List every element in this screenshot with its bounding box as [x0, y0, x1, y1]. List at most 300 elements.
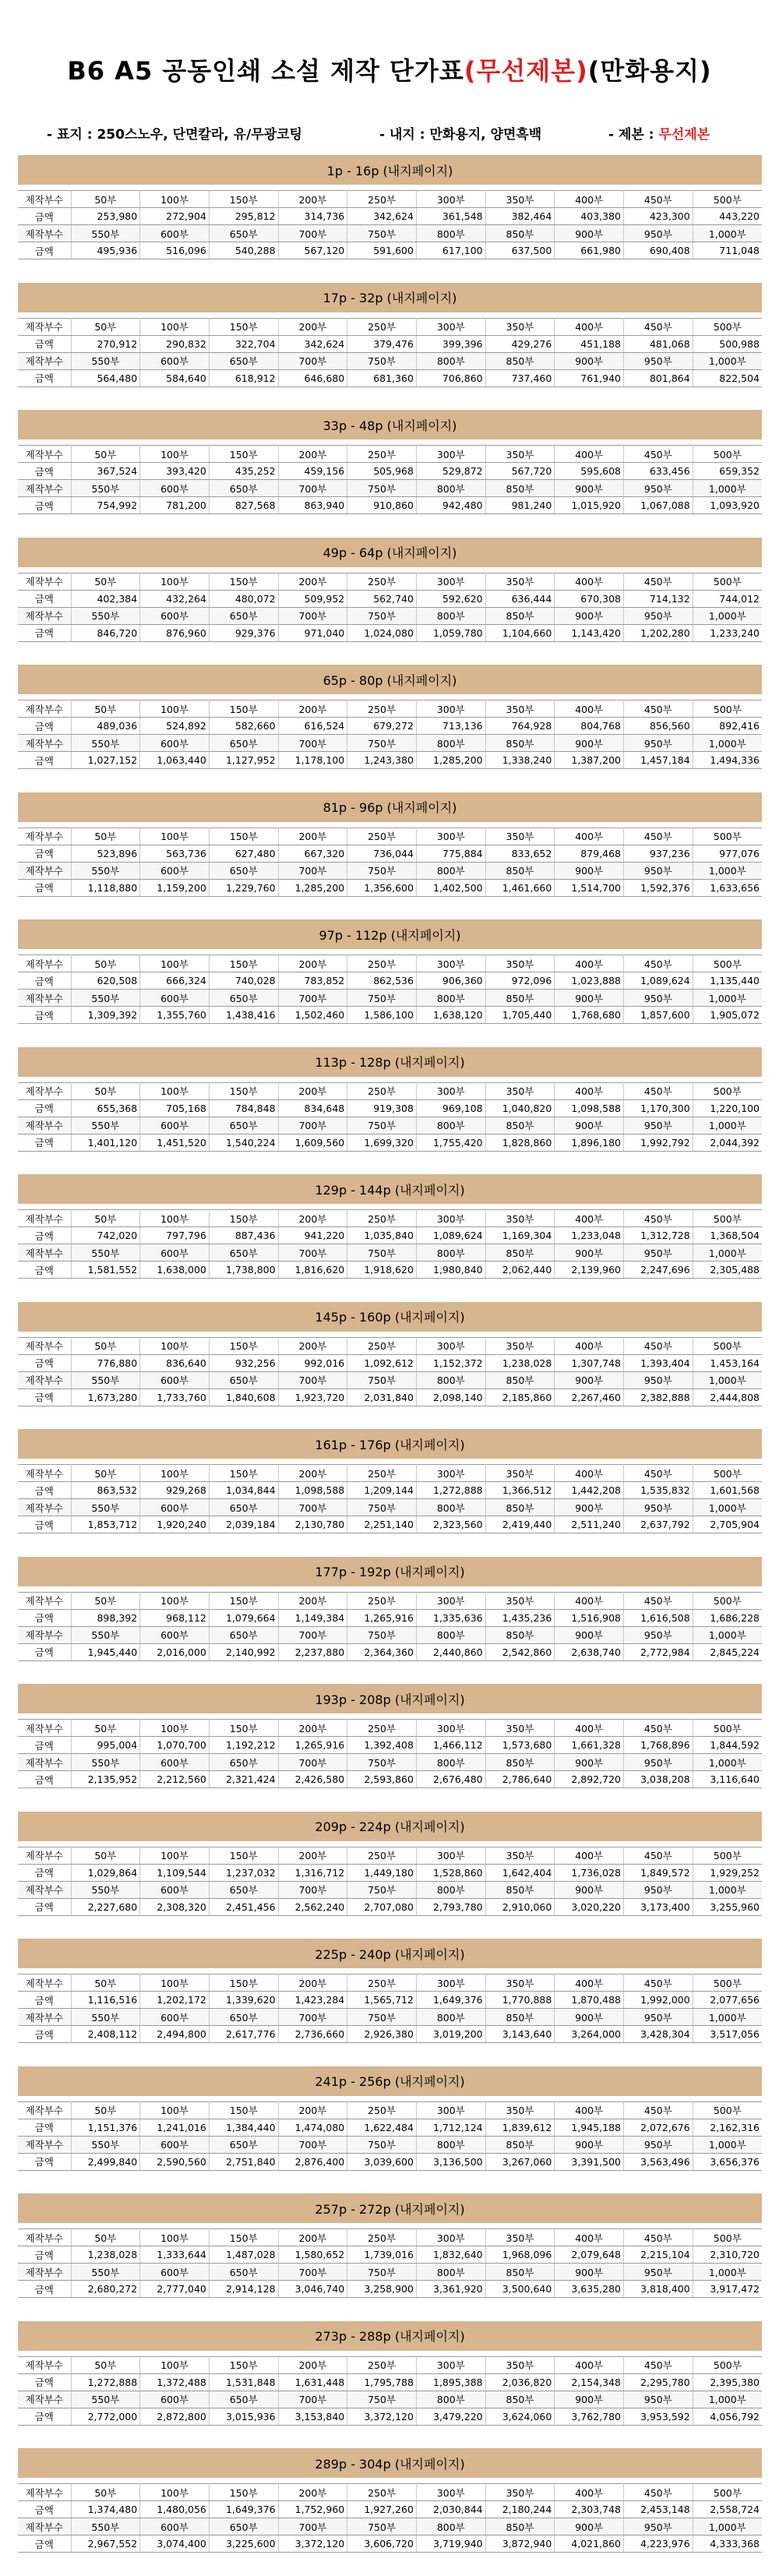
price-cell: 3,372,120 [278, 2535, 347, 2553]
price-cell: 2,408,112 [71, 2026, 140, 2043]
qty-cell: 200부 [278, 1720, 347, 1737]
qty-cell: 700부 [278, 352, 347, 369]
row-label: 금액 [18, 1609, 71, 1626]
price-cell: 3,719,940 [416, 2535, 485, 2553]
price-cell: 3,953,592 [624, 2408, 693, 2425]
qty-cell: 200부 [278, 827, 347, 845]
row-label: 금액 [18, 2408, 71, 2425]
qty-cell: 300부 [416, 1720, 485, 1737]
qty-cell: 350부 [485, 1210, 555, 1227]
qty-cell: 100부 [140, 827, 210, 845]
row-label: 금액 [18, 2535, 71, 2553]
qty-cell: 300부 [416, 2484, 485, 2501]
qty-cell: 700부 [278, 1499, 347, 1516]
price-cell: 399,396 [416, 335, 485, 352]
qty-cell: 450부 [624, 1974, 693, 1992]
price-cell: 679,272 [347, 718, 417, 735]
price-cell: 481,068 [624, 335, 693, 352]
price-cell: 617,100 [416, 242, 485, 259]
qty-cell: 200부 [278, 2484, 347, 2501]
price-cell: 1,307,748 [555, 1354, 624, 1371]
price-cell: 863,532 [71, 1482, 140, 1499]
qty-cell: 300부 [416, 1847, 485, 1864]
qty-cell: 750부 [347, 225, 417, 242]
table-row [18, 752, 762, 769]
qty-cell: 900부 [555, 862, 624, 879]
price-cell: 382,464 [485, 208, 555, 225]
qty-cell: 150부 [209, 1337, 278, 1354]
qty-cell: 750부 [347, 1499, 417, 1516]
row-label: 제작부수 [18, 700, 71, 718]
qty-cell: 800부 [416, 1754, 485, 1771]
qty-cell: 50부 [71, 2356, 140, 2373]
qty-cell: 400부 [555, 1082, 624, 1099]
qty-cell: 1,000부 [693, 480, 762, 497]
price-cell: 295,812 [209, 208, 278, 225]
qty-cell: 850부 [485, 352, 555, 369]
qty-cell: 300부 [416, 1082, 485, 1099]
qty-cell: 250부 [347, 446, 417, 463]
price-cell: 742,020 [71, 1227, 140, 1244]
qty-cell: 650부 [209, 735, 278, 752]
qty-cell: 100부 [140, 2356, 210, 2373]
row-label: 금액 [18, 1643, 71, 1660]
price-cell: 1,093,920 [693, 497, 762, 514]
qty-cell: 100부 [140, 318, 210, 335]
price-cell: 1,393,404 [624, 1354, 693, 1371]
qty-cell: 300부 [416, 1337, 485, 1354]
price-cell: 1,686,228 [693, 1609, 762, 1626]
table-row [18, 1262, 762, 1279]
price-cell: 1,135,440 [693, 972, 762, 990]
price-cell: 3,116,640 [693, 1771, 762, 1788]
qty-cell: 500부 [693, 1465, 762, 1482]
price-cell: 429,276 [485, 335, 555, 352]
price-cell: 567,120 [278, 242, 347, 259]
qty-cell: 550부 [71, 990, 140, 1007]
qty-cell: 350부 [485, 827, 555, 845]
price-cell: 892,416 [693, 718, 762, 735]
table-row [18, 972, 762, 990]
qty-cell: 700부 [278, 1117, 347, 1134]
row-label: 제작부수 [18, 2356, 71, 2373]
qty-cell: 50부 [71, 700, 140, 718]
qty-cell: 250부 [347, 1210, 417, 1227]
price-cell: 2,267,460 [555, 1389, 624, 1406]
qty-cell: 850부 [485, 2136, 555, 2153]
qty-cell: 850부 [485, 2391, 555, 2408]
price-cell: 910,860 [347, 497, 417, 514]
price-cell: 633,456 [624, 463, 693, 480]
qty-cell: 950부 [624, 2136, 693, 2153]
table-row [18, 1465, 762, 1482]
qty-cell: 900부 [555, 1881, 624, 1898]
table-row [18, 497, 762, 514]
price-cell: 1,238,028 [71, 2246, 140, 2264]
qty-cell: 850부 [485, 607, 555, 624]
price-cell: 981,240 [485, 497, 555, 514]
price-cell: 1,466,112 [416, 1737, 485, 1754]
qty-cell: 650부 [209, 862, 278, 879]
price-section [18, 1939, 762, 2066]
price-cell: 3,258,900 [347, 2281, 417, 2298]
row-label: 제작부수 [18, 1244, 71, 1262]
qty-cell: 800부 [416, 352, 485, 369]
row-label: 금액 [18, 1482, 71, 1499]
table-row [18, 446, 762, 463]
price-cell: 1,339,620 [209, 1992, 278, 2009]
price-cell: 1,929,252 [693, 1864, 762, 1881]
qty-cell: 500부 [693, 1337, 762, 1354]
qty-cell: 800부 [416, 1499, 485, 1516]
qty-cell: 300부 [416, 191, 485, 208]
table-row [18, 2408, 762, 2425]
qty-cell: 850부 [485, 1881, 555, 1898]
table-row [18, 480, 762, 497]
price-cell: 524,892 [140, 718, 210, 735]
price-section [18, 2448, 762, 2576]
price-cell: 1,616,508 [624, 1609, 693, 1626]
price-cell: 2,542,860 [485, 1643, 555, 1660]
qty-cell: 150부 [209, 700, 278, 718]
qty-cell: 800부 [416, 2264, 485, 2281]
price-cell: 2,707,080 [347, 1898, 417, 1915]
row-label: 제작부수 [18, 1847, 71, 1864]
qty-cell: 400부 [555, 1337, 624, 1354]
row-label: 금액 [18, 1134, 71, 1151]
qty-cell: 350부 [485, 191, 555, 208]
price-cell: 2,237,880 [278, 1643, 347, 1660]
qty-cell: 150부 [209, 2101, 278, 2119]
price-section [18, 792, 762, 920]
qty-cell: 750부 [347, 352, 417, 369]
qty-cell: 100부 [140, 446, 210, 463]
price-cell: 2,793,780 [416, 1898, 485, 1915]
qty-cell: 50부 [71, 2101, 140, 2119]
qty-cell: 300부 [416, 2356, 485, 2373]
qty-cell: 100부 [140, 1592, 210, 1609]
price-cell: 1,453,164 [693, 1354, 762, 1371]
price-cell: 781,200 [140, 497, 210, 514]
price-cell: 1,839,612 [485, 2119, 555, 2136]
qty-cell: 400부 [555, 1465, 624, 1482]
table-row [18, 2153, 762, 2170]
row-label: 금액 [18, 2026, 71, 2043]
section-header: 193p - 208p (내지페이지) [18, 1684, 762, 1713]
price-cell: 403,380 [555, 208, 624, 225]
row-label: 제작부수 [18, 352, 71, 369]
qty-cell: 500부 [693, 573, 762, 590]
spec-binding-value: 무선제본 [658, 127, 710, 143]
price-cell: 1,366,512 [485, 1482, 555, 1499]
table-row [18, 2101, 762, 2119]
price-cell: 2,364,360 [347, 1643, 417, 1660]
qty-cell: 50부 [71, 446, 140, 463]
qty-cell: 850부 [485, 1499, 555, 1516]
row-label: 제작부수 [18, 1592, 71, 1609]
price-cell: 505,968 [347, 463, 417, 480]
qty-cell: 350부 [485, 446, 555, 463]
qty-cell: 500부 [693, 2356, 762, 2373]
price-cell: 2,494,800 [140, 2026, 210, 2043]
qty-cell: 850부 [485, 1626, 555, 1643]
qty-cell: 150부 [209, 827, 278, 845]
price-cell: 1,816,620 [278, 1262, 347, 1279]
price-section [18, 1174, 762, 1302]
section-header: 113p - 128p (내지페이지) [18, 1047, 762, 1077]
section-header: 17p - 32p (내지페이지) [18, 283, 762, 312]
price-cell: 636,444 [485, 590, 555, 607]
qty-cell: 600부 [140, 862, 210, 879]
price-cell: 1,565,712 [347, 1992, 417, 2009]
price-cell: 1,384,440 [209, 2119, 278, 2136]
qty-cell: 950부 [624, 607, 693, 624]
qty-cell: 300부 [416, 1974, 485, 1992]
price-cell: 1,151,376 [71, 2119, 140, 2136]
qty-cell: 650부 [209, 990, 278, 1007]
price-cell: 582,660 [209, 718, 278, 735]
row-label: 금액 [18, 2373, 71, 2391]
qty-cell: 650부 [209, 2518, 278, 2535]
price-table [18, 1209, 762, 1279]
table-row [18, 2136, 762, 2153]
price-cell: 2,426,580 [278, 1771, 347, 1788]
qty-cell: 350부 [485, 700, 555, 718]
qty-cell: 1,000부 [693, 2518, 762, 2535]
qty-cell: 300부 [416, 2101, 485, 2119]
price-cell: 3,136,500 [416, 2153, 485, 2170]
qty-cell: 900부 [555, 1371, 624, 1389]
qty-cell: 150부 [209, 955, 278, 972]
qty-cell: 200부 [278, 1847, 347, 1864]
section-header: 33p - 48p (내지페이지) [18, 410, 762, 439]
price-cell: 342,624 [278, 335, 347, 352]
price-cell: 1,849,572 [624, 1864, 693, 1881]
price-cell: 801,864 [624, 369, 693, 386]
price-cell: 1,309,392 [71, 1007, 140, 1024]
qty-cell: 150부 [209, 2484, 278, 2501]
price-cell: 3,019,200 [416, 2026, 485, 2043]
row-label: 금액 [18, 845, 71, 862]
price-cell: 509,952 [278, 590, 347, 607]
qty-cell: 600부 [140, 352, 210, 369]
qty-cell: 200부 [278, 446, 347, 463]
row-label: 금액 [18, 2153, 71, 2170]
qty-cell: 150부 [209, 2356, 278, 2373]
price-cell: 736,044 [347, 845, 417, 862]
price-cell: 1,895,388 [416, 2373, 485, 2391]
price-cell: 2,562,240 [278, 1898, 347, 1915]
qty-cell: 250부 [347, 2101, 417, 2119]
qty-cell: 800부 [416, 1244, 485, 1262]
qty-cell: 300부 [416, 955, 485, 972]
price-section [18, 1557, 762, 1685]
qty-cell: 600부 [140, 1244, 210, 1262]
price-cell: 713,136 [416, 718, 485, 735]
price-cell: 1,649,376 [209, 2501, 278, 2518]
qty-cell: 50부 [71, 1720, 140, 1737]
price-table [18, 1592, 762, 1661]
qty-cell: 550부 [71, 2136, 140, 2153]
row-label: 금액 [18, 1227, 71, 1244]
price-table [18, 190, 762, 259]
table-row [18, 2026, 762, 2043]
price-table [18, 318, 762, 387]
table-row [18, 1626, 762, 1643]
qty-cell: 300부 [416, 2229, 485, 2246]
qty-cell: 900부 [555, 1499, 624, 1516]
price-cell: 1,853,712 [71, 1516, 140, 1533]
price-table [18, 1337, 762, 1406]
price-cell: 2,295,780 [624, 2373, 693, 2391]
qty-cell: 600부 [140, 2009, 210, 2026]
price-cell: 1,333,644 [140, 2246, 210, 2264]
qty-cell: 950부 [624, 480, 693, 497]
price-cell: 3,020,220 [555, 1898, 624, 1915]
row-label: 제작부수 [18, 318, 71, 335]
table-row [18, 1371, 762, 1389]
qty-cell: 400부 [555, 955, 624, 972]
qty-cell: 200부 [278, 700, 347, 718]
price-cell: 2,617,776 [209, 2026, 278, 2043]
table-row [18, 700, 762, 718]
price-cell: 1,927,260 [347, 2501, 417, 2518]
table-row [18, 1898, 762, 1915]
price-cell: 2,039,184 [209, 1516, 278, 1533]
price-cell: 2,736,660 [278, 2026, 347, 2043]
price-cell: 1,705,440 [485, 1007, 555, 1024]
qty-cell: 900부 [555, 2264, 624, 2281]
price-cell: 833,652 [485, 845, 555, 862]
price-cell: 937,236 [624, 845, 693, 862]
table-row [18, 1007, 762, 1024]
qty-cell: 350부 [485, 1847, 555, 1864]
price-cell: 1,649,376 [416, 1992, 485, 2009]
table-row [18, 2119, 762, 2136]
qty-cell: 650부 [209, 1499, 278, 1516]
price-section [18, 1047, 762, 1175]
price-cell: 1,372,488 [140, 2373, 210, 2391]
price-table [18, 573, 762, 642]
price-sections [18, 155, 762, 2576]
qty-cell: 50부 [71, 1974, 140, 1992]
qty-cell: 450부 [624, 191, 693, 208]
qty-cell: 350부 [485, 1465, 555, 1482]
section-header: 241p - 256p (내지페이지) [18, 2066, 762, 2096]
qty-cell: 100부 [140, 191, 210, 208]
qty-cell: 450부 [624, 573, 693, 590]
title-main: B6 A5 공동인쇄 소설 제작 단가표 [67, 56, 464, 86]
price-cell: 1,070,700 [140, 1737, 210, 1754]
price-cell: 1,755,420 [416, 1134, 485, 1151]
qty-cell: 450부 [624, 2229, 693, 2246]
price-cell: 1,945,440 [71, 1643, 140, 1660]
qty-cell: 150부 [209, 1847, 278, 1864]
price-cell: 2,321,424 [209, 1771, 278, 1788]
qty-cell: 650부 [209, 1244, 278, 1262]
price-cell: 1,272,888 [71, 2373, 140, 2391]
qty-cell: 500부 [693, 2101, 762, 2119]
table-row [18, 990, 762, 1007]
section-header: 81p - 96p (내지페이지) [18, 792, 762, 822]
price-cell: 705,168 [140, 1099, 210, 1117]
qty-cell: 700부 [278, 2518, 347, 2535]
price-cell: 2,845,224 [693, 1643, 762, 1660]
price-table [18, 1719, 762, 1788]
table-row [18, 1864, 762, 1881]
price-table [18, 2228, 762, 2298]
qty-cell: 300부 [416, 573, 485, 590]
qty-cell: 600부 [140, 1499, 210, 1516]
price-cell: 3,635,280 [555, 2281, 624, 2298]
price-cell: 402,384 [71, 590, 140, 607]
qty-cell: 200부 [278, 191, 347, 208]
price-cell: 1,089,624 [416, 1227, 485, 1244]
row-label: 금액 [18, 972, 71, 990]
qty-cell: 900부 [555, 607, 624, 624]
price-cell: 1,098,588 [555, 1099, 624, 1117]
table-row [18, 2264, 762, 2281]
price-cell: 783,852 [278, 972, 347, 990]
qty-cell: 350부 [485, 1592, 555, 1609]
qty-cell: 600부 [140, 1117, 210, 1134]
qty-cell: 850부 [485, 735, 555, 752]
price-cell: 1,581,552 [71, 1262, 140, 1279]
qty-cell: 550부 [71, 2391, 140, 2408]
price-cell: 1,870,488 [555, 1992, 624, 2009]
qty-cell: 600부 [140, 1754, 210, 1771]
qty-cell: 550부 [71, 735, 140, 752]
table-row [18, 1771, 762, 1788]
row-label: 제작부수 [18, 2484, 71, 2501]
qty-cell: 600부 [140, 1626, 210, 1643]
price-section [18, 1429, 762, 1557]
price-cell: 659,352 [693, 463, 762, 480]
price-cell: 1,573,680 [485, 1737, 555, 1754]
qty-cell: 450부 [624, 1082, 693, 1099]
qty-cell: 400부 [555, 446, 624, 463]
price-cell: 761,940 [555, 369, 624, 386]
title-paper: (만화용지) [587, 56, 712, 86]
qty-cell: 500부 [693, 827, 762, 845]
qty-cell: 550부 [71, 480, 140, 497]
price-cell: 2,705,904 [693, 1516, 762, 1533]
price-cell: 2,892,720 [555, 1771, 624, 1788]
price-cell: 2,777,040 [140, 2281, 210, 2298]
price-cell: 435,252 [209, 463, 278, 480]
table-row [18, 1482, 762, 1499]
price-cell: 272,904 [140, 208, 210, 225]
price-cell: 3,624,060 [485, 2408, 555, 2425]
price-cell: 764,928 [485, 718, 555, 735]
section-header: 1p - 16p (내지페이지) [18, 155, 762, 185]
qty-cell: 900부 [555, 2009, 624, 2026]
table-row [18, 718, 762, 735]
qty-cell: 250부 [347, 700, 417, 718]
table-row [18, 1592, 762, 1609]
price-cell: 797,796 [140, 1227, 210, 1244]
table-row [18, 369, 762, 386]
qty-cell: 450부 [624, 1210, 693, 1227]
price-cell: 480,072 [209, 590, 278, 607]
qty-cell: 550부 [71, 1117, 140, 1134]
price-cell: 1,844,592 [693, 1737, 762, 1754]
qty-cell: 800부 [416, 1626, 485, 1643]
qty-cell: 150부 [209, 446, 278, 463]
qty-cell: 950부 [624, 862, 693, 879]
row-label: 금액 [18, 369, 71, 386]
price-cell: 1,840,608 [209, 1389, 278, 1406]
